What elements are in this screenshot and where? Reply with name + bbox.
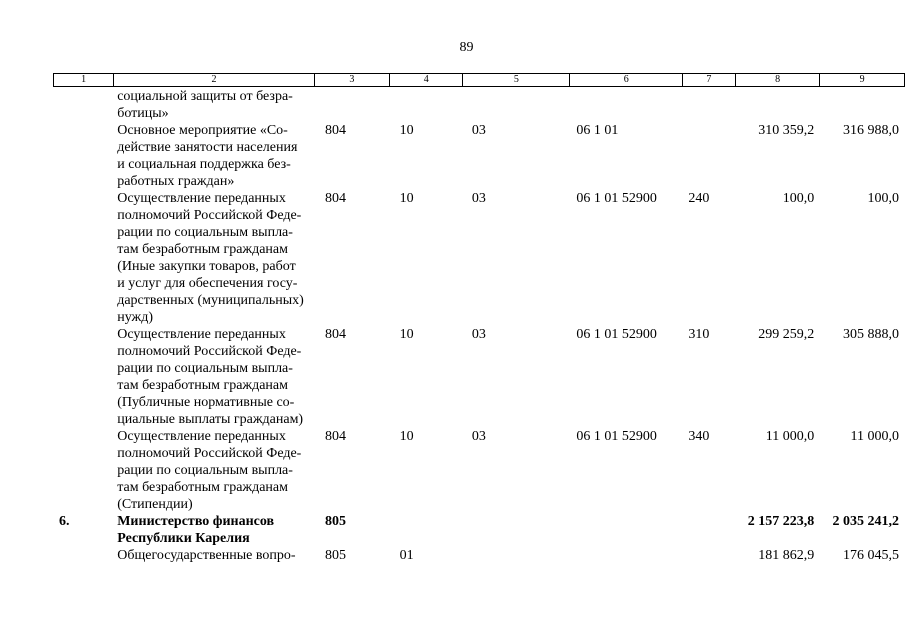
column-header-3: 3 [314, 74, 389, 87]
row-section: 10 [399, 429, 414, 444]
row-target-article: 06 1 01 52900 [576, 327, 657, 342]
column-header-8: 8 [735, 74, 820, 87]
row-section: 10 [399, 123, 414, 138]
row-admin-code [319, 88, 394, 122]
row-amount-year2: 100,0 [867, 191, 899, 206]
row-section [394, 88, 466, 122]
column-header-2: 2 [114, 74, 315, 87]
row-amount-year1: 181 862,9 [758, 548, 815, 563]
row-expense-type: 340 [688, 429, 710, 444]
row-admin-code: 804 [324, 429, 346, 444]
row-subsection: 03 [471, 327, 486, 342]
row-expense-type [682, 513, 735, 547]
row-amount-year1: 100,0 [782, 191, 815, 206]
row-target-article [570, 547, 682, 564]
row-amount-year1: 2 157 223,8 [747, 514, 815, 529]
row-name: Осуществление переданных полномочий Российской Феде- рации по социальным выпла- там безработным гражданам (Публичные нормативные со- циальные выплаты гражданам) [117, 327, 304, 427]
column-header-4: 4 [390, 74, 463, 87]
row-index [53, 122, 112, 190]
row-admin-code: 805 [324, 548, 346, 563]
row-index [53, 428, 112, 513]
row-admin-code: 804 [324, 123, 346, 138]
row-admin-code: 805 [324, 514, 346, 529]
row-index [53, 88, 112, 122]
row-subsection [466, 88, 571, 122]
row-target-article: 06 1 01 [576, 123, 619, 138]
row-index [53, 547, 112, 564]
row-amount-year2 [820, 88, 905, 122]
column-header-5: 5 [463, 74, 570, 87]
row-section: 01 [399, 548, 414, 563]
table-row [53, 190, 905, 326]
column-header-9: 9 [820, 74, 905, 87]
row-target-article [570, 88, 682, 122]
row-expense-type: 310 [688, 327, 710, 342]
row-name: Осуществление переданных полномочий Российской Феде- рации по социальным выпла- там безработным гражданам (Иные закупки товаров, работ и услуг для обеспечения госу- дарственных (муниципальных) нужд) [117, 191, 304, 325]
row-name: Основное мероприятие «Со- действие занятости населения и социальная поддержка без- работных граждан» [117, 123, 298, 189]
row-admin-code: 804 [324, 327, 346, 342]
table-row [53, 428, 905, 513]
column-header-1: 1 [54, 74, 114, 87]
row-amount-year2: 11 000,0 [850, 429, 899, 444]
column-header-table [53, 73, 905, 87]
row-name: Общегосударственные вопро- [117, 548, 296, 563]
table-row [53, 122, 905, 190]
row-amount-year2: 176 045,5 [843, 548, 899, 563]
row-name: Министерство финансов Республики Карелия [117, 514, 275, 546]
row-expense-type [682, 122, 735, 190]
table-row [53, 326, 905, 428]
row-target-article: 06 1 01 52900 [576, 191, 657, 206]
row-subsection [466, 547, 571, 564]
row-expense-type: 240 [688, 191, 710, 206]
table-row [53, 547, 905, 564]
table-row [53, 88, 905, 122]
row-amount-year1 [735, 88, 820, 122]
row-subsection: 03 [471, 429, 486, 444]
row-amount-year1: 310 359,2 [758, 123, 815, 138]
row-name: социальной защиты от безра- ботицы» [117, 89, 293, 121]
row-name: Осуществление переданных полномочий Российской Феде- рации по социальным выпла- там безработным гражданам (Стипендии) [117, 429, 302, 512]
page-number: 89 [459, 40, 474, 55]
row-section [394, 513, 466, 547]
row-subsection: 03 [471, 191, 486, 206]
column-header-6: 6 [570, 74, 683, 87]
row-subsection: 03 [471, 123, 486, 138]
row-amount-year1: 11 000,0 [765, 429, 815, 444]
row-expense-type [682, 88, 735, 122]
table-row [53, 513, 905, 547]
row-amount-year2: 305 888,0 [843, 327, 899, 342]
row-amount-year2: 316 988,0 [843, 123, 899, 138]
column-header-row [54, 74, 905, 87]
row-index [53, 190, 112, 326]
row-amount-year2: 2 035 241,2 [832, 514, 899, 529]
budget-table [53, 88, 905, 564]
row-index: 6. [59, 514, 70, 529]
row-admin-code: 804 [324, 191, 346, 206]
row-section: 10 [399, 191, 414, 206]
row-subsection [466, 513, 571, 547]
column-header-7: 7 [683, 74, 736, 87]
row-expense-type [682, 547, 735, 564]
row-amount-year1: 299 259,2 [758, 327, 815, 342]
row-target-article: 06 1 01 52900 [576, 429, 657, 444]
row-index [53, 326, 112, 428]
row-target-article [570, 513, 682, 547]
row-section: 10 [399, 327, 414, 342]
